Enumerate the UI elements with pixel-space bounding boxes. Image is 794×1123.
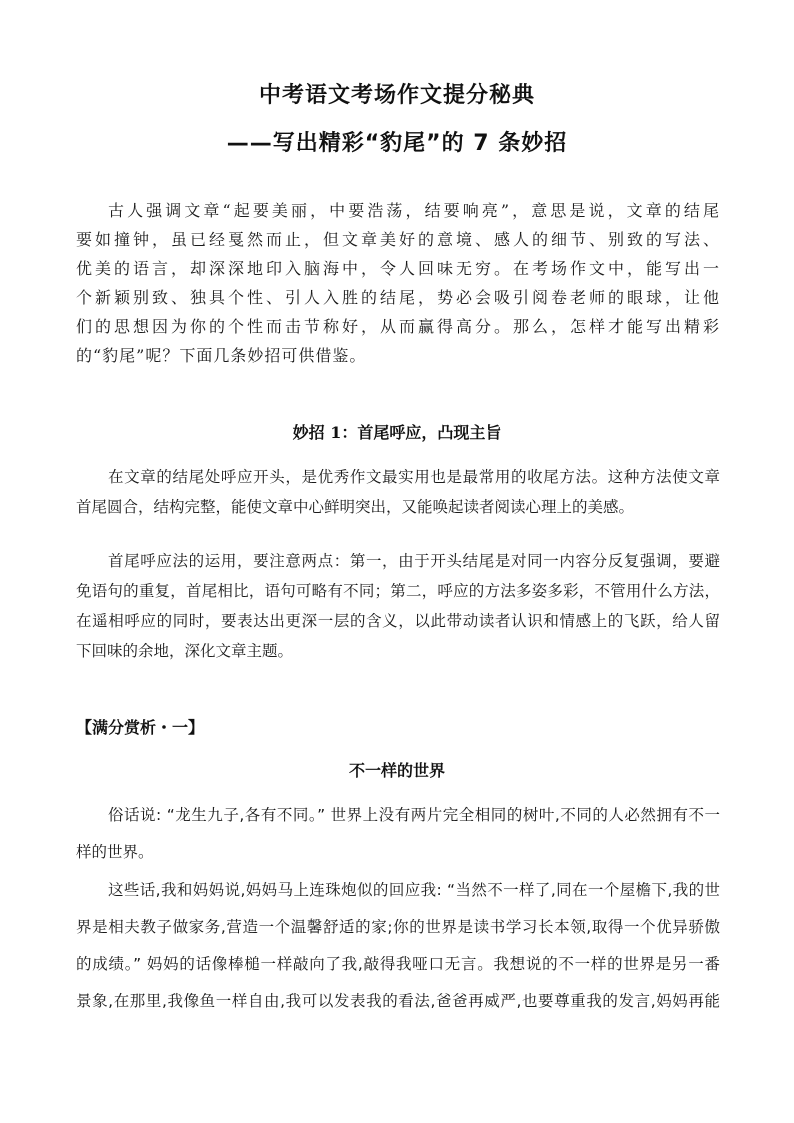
body-line: 免语句的重复，首尾相比，语句可略有不同；第二，呼应的方法多姿多彩，不管用什么方法， bbox=[76, 582, 720, 600]
essay-line: 俗话说: “龙生九子,各有不同。” 世界上没有两片完全相同的树叶,不同的人必然拥有不一 bbox=[108, 806, 720, 824]
document-subtitle: ——写出精彩“豹尾”的 7 条妙招 bbox=[226, 131, 568, 156]
intro-line: 们的思想因为你的个性而击节称好，从而赢得高分。那么，怎样才能写出精彩 bbox=[76, 317, 720, 336]
trick-1-paragraph-1 bbox=[76, 462, 720, 522]
intro-line: 的“豹尾”呢？下面几条妙招可供借鉴。 bbox=[76, 346, 367, 365]
body-line: 在文章的结尾处呼应开头，是优秀作文最实用也是最常用的收尾方法。这种方法使文章 bbox=[108, 468, 720, 486]
intro-line: 古人强调文章“起要美丽，中要浩荡，结要响亮”，意思是说，文章的结尾 bbox=[108, 201, 720, 220]
analysis-label: 【满分赏析・一】 bbox=[76, 718, 205, 737]
intro-line: 优美的语言，却深深地印入脑海中，令人回味无穷。在考场作文中，能写出一 bbox=[76, 259, 720, 278]
trick-1-paragraph-2 bbox=[76, 546, 720, 666]
essay-paragraph-1 bbox=[76, 797, 720, 871]
body-line: 下回味的余地，深化文章主题。 bbox=[76, 642, 294, 660]
essay-paragraph-2 bbox=[76, 872, 720, 1020]
essay-line: 景象,在那里,我像鱼一样自由,我可以发表我的看法,爸爸再威严,也要尊重我的发言,妈妈再能 bbox=[76, 992, 720, 1010]
intro-line: 要如撞钟，虽已经戛然而止，但文章美好的意境、感人的细节、别致的写法、 bbox=[76, 230, 720, 249]
essay-line: 界是相夫教子做家务,营造一个温馨舒适的家;你的世界是读书学习长本领,取得一个优异骄傲 bbox=[76, 918, 720, 936]
document-title: 中考语文考场作文提分秘典 bbox=[258, 83, 535, 108]
essay-title: 不一样的世界 bbox=[348, 761, 445, 780]
essay-line: 样的世界。 bbox=[76, 843, 154, 861]
intro-line: 个新颖别致、独具个性、引人入胜的结尾，势必会吸引阅卷老师的眼球，让他 bbox=[76, 288, 720, 307]
trick-1-heading: 妙招 1：首尾呼应，凸现主旨 bbox=[292, 423, 502, 442]
body-line: 在遥相呼应的同时，要表达出更深一层的含义，以此带动读者认识和情感上的飞跃，给人留 bbox=[76, 612, 720, 630]
body-line: 首尾呼应法的运用，要注意两点：第一，由于开头结尾是对同一内容分反复强调，要避 bbox=[108, 552, 720, 570]
body-line: 首尾圆合，结构完整，能使文章中心鲜明突出，又能唤起读者阅读心理上的美感。 bbox=[76, 498, 635, 516]
intro-paragraph bbox=[76, 196, 720, 370]
essay-line: 的成绩。” 妈妈的话像棒槌一样敲向了我,敲得我哑口无言。我想说的不一样的世界是另一番 bbox=[76, 955, 720, 973]
essay-line: 这些话,我和妈妈说,妈妈马上连珠炮似的回应我: “当然不一样了,同在一个屋檐下,我的世 bbox=[108, 881, 720, 899]
